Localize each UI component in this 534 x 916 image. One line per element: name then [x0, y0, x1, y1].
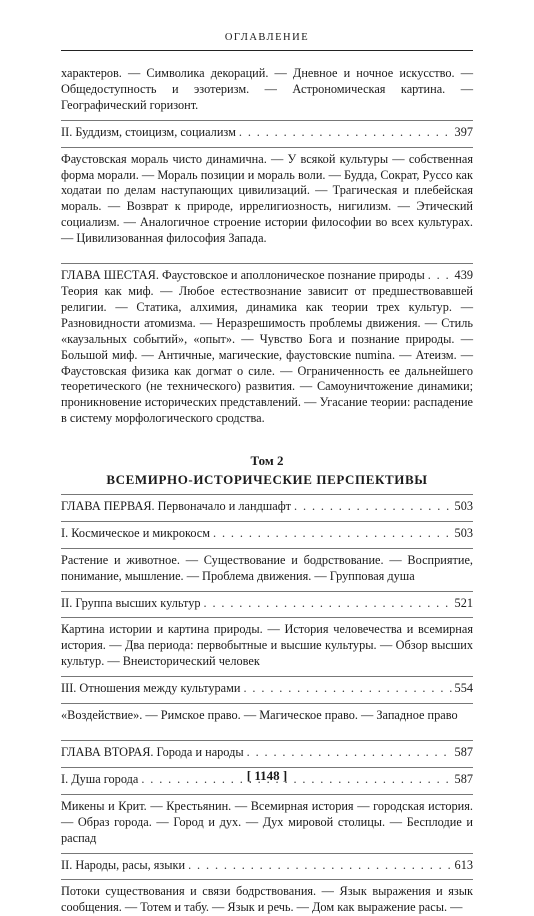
leader-dots	[204, 596, 452, 612]
running-head: ОГЛАВЛЕНИЕ	[224, 32, 310, 43]
leader-dots	[428, 268, 452, 284]
toc-entry-buddhism[interactable]	[61, 125, 473, 141]
section-rule	[61, 548, 473, 549]
section-summary: Растение и животное. — Существование и бодрствование. — Восприятие, понимание, мышление. — Проблема движения. — Групповая душа	[61, 552, 473, 583]
section-rule	[61, 521, 473, 522]
section-rule	[61, 703, 473, 704]
continued-paragraph: характеров. — Символика декораций. — Дневное и ночное искусство. — Общедоступность и эзотеризм. — Астрономическая картина. — Географический горизонт.	[61, 66, 473, 112]
toc-entry-title: ГЛАВА ШЕСТАЯ. Фаустовское и аполлоническое познание природы	[61, 268, 425, 283]
toc-entry-chapter-1[interactable]	[61, 499, 473, 515]
toc-entry-page: 554	[454, 681, 473, 696]
toc-entry-page: 613	[454, 857, 473, 872]
section-summary: Фаустовская мораль чисто динамична. — У всякой культуры — собственная форма морали. — Мораль позиции и мораль воли. — Будда, Сократ, Руссо как ходатаи по делам наступающих цивилизаций. — Трагическая и плебейская мораль. — Возврат к природе, иррелигиозность, нигилизм. — Этический социализм. — Аналогичное строение истории философии во всех культурах. — Цивилизованная философия Запада.	[61, 151, 473, 246]
toc-entry-title: II. Группа высших культур	[61, 595, 201, 610]
chapter-rule	[61, 263, 473, 264]
toc-entry-page: 503	[454, 498, 473, 513]
section-rule	[61, 147, 473, 148]
section-rule	[61, 794, 473, 795]
section-summary: «Воздействие». — Римское право. — Магическое право. — Западное право	[61, 708, 458, 723]
toc-entry-title: I. Космическое и микрокосм	[61, 525, 211, 540]
toc-entry-page: 503	[454, 525, 473, 540]
section-rule	[61, 591, 473, 592]
toc-entry-title: I. Душа города	[61, 771, 139, 786]
toc-entry-title: ГЛАВА ВТОРАЯ. Города и народы	[61, 745, 244, 759]
toc-entry-page: 587	[454, 771, 473, 786]
toc-entry-page: 439	[454, 268, 473, 283]
toc-entry-relations[interactable]	[61, 681, 473, 697]
toc-entry-title: II. Буддизм, стоицизм, социализм	[61, 124, 236, 139]
volume-label: Том 2	[250, 453, 284, 469]
section-rule	[61, 617, 473, 618]
chapter-rule	[61, 740, 473, 741]
toc-entry-chapter-2[interactable]	[61, 745, 473, 761]
toc-entry-chapter-6[interactable]	[61, 268, 473, 284]
header-rule	[61, 50, 473, 51]
section-rule	[61, 879, 473, 880]
leader-dots	[213, 526, 452, 542]
leader-dots	[243, 681, 451, 697]
toc-entry-cosmic[interactable]	[61, 526, 473, 542]
chapter-rule	[61, 494, 473, 495]
leader-dots	[294, 499, 452, 515]
toc-entry-title: III. Отношения между культурами	[61, 681, 241, 696]
section-summary: Потоки существования и связи бодрствования. — Язык выражения и язык сообщения. — Тотем и табу. — Язык и речь. — Дом как выражение расы. —	[61, 884, 473, 915]
toc-entry-page: 587	[454, 745, 473, 759]
section-rule	[61, 853, 473, 854]
leader-dots	[239, 125, 452, 141]
section-summary: Картина истории и картина природы. — История человечества и всемирная история. — Два периода: первобытные и высшие культуры. — Обзор высших культур. — Внеисторический человек	[61, 622, 473, 669]
toc-entry-page: 521	[454, 595, 473, 610]
toc-entry-title: ГЛАВА ПЕРВАЯ. Первоначало и ландшафт	[61, 498, 292, 513]
leader-dots	[247, 745, 452, 761]
chapter-summary: Теория как миф. — Любое естествознание зависит от предшествовавшей религии. — Статика, алхимия, динамика как теории трех культур. — Разновидности атомизма. — Неразрешимость проблемы движения. — Стиль «каузальных событий», «опыт». — Чувство Бога и познание природы. — Большой миф. — Античные, магические, фаустовские numina. — Атеизм. — Фаустовская физика как догмат о силе. — Ограниченность ее дальнейшего теоретического (не технического) развития. — Самоуничтожение динамики; проникновение исторических представлений. — Угасание теории: распадение в систему морфологического сродства.	[61, 283, 473, 426]
toc-content	[61, 66, 473, 916]
toc-entry-higher-cultures[interactable]	[61, 596, 473, 612]
section-rule	[61, 120, 473, 121]
section-rule	[61, 676, 473, 677]
leader-dots	[188, 858, 451, 874]
toc-entry-title: II. Народы, расы, языки	[61, 857, 186, 872]
toc-entry-peoples[interactable]	[61, 858, 473, 874]
toc-entry-page: 397	[454, 124, 473, 139]
section-summary: Микены и Крит. — Крестьянин. — Всемирная история — городская история. — Образ города. — Город и дух. — Дух мировой столицы. — Бесплодие и распад	[61, 798, 473, 845]
volume-title: ВСЕМИРНО-ИСТОРИЧЕСКИЕ ПЕРСПЕКТИВЫ	[106, 472, 428, 488]
page-number: [ 1148 ]	[246, 768, 288, 783]
